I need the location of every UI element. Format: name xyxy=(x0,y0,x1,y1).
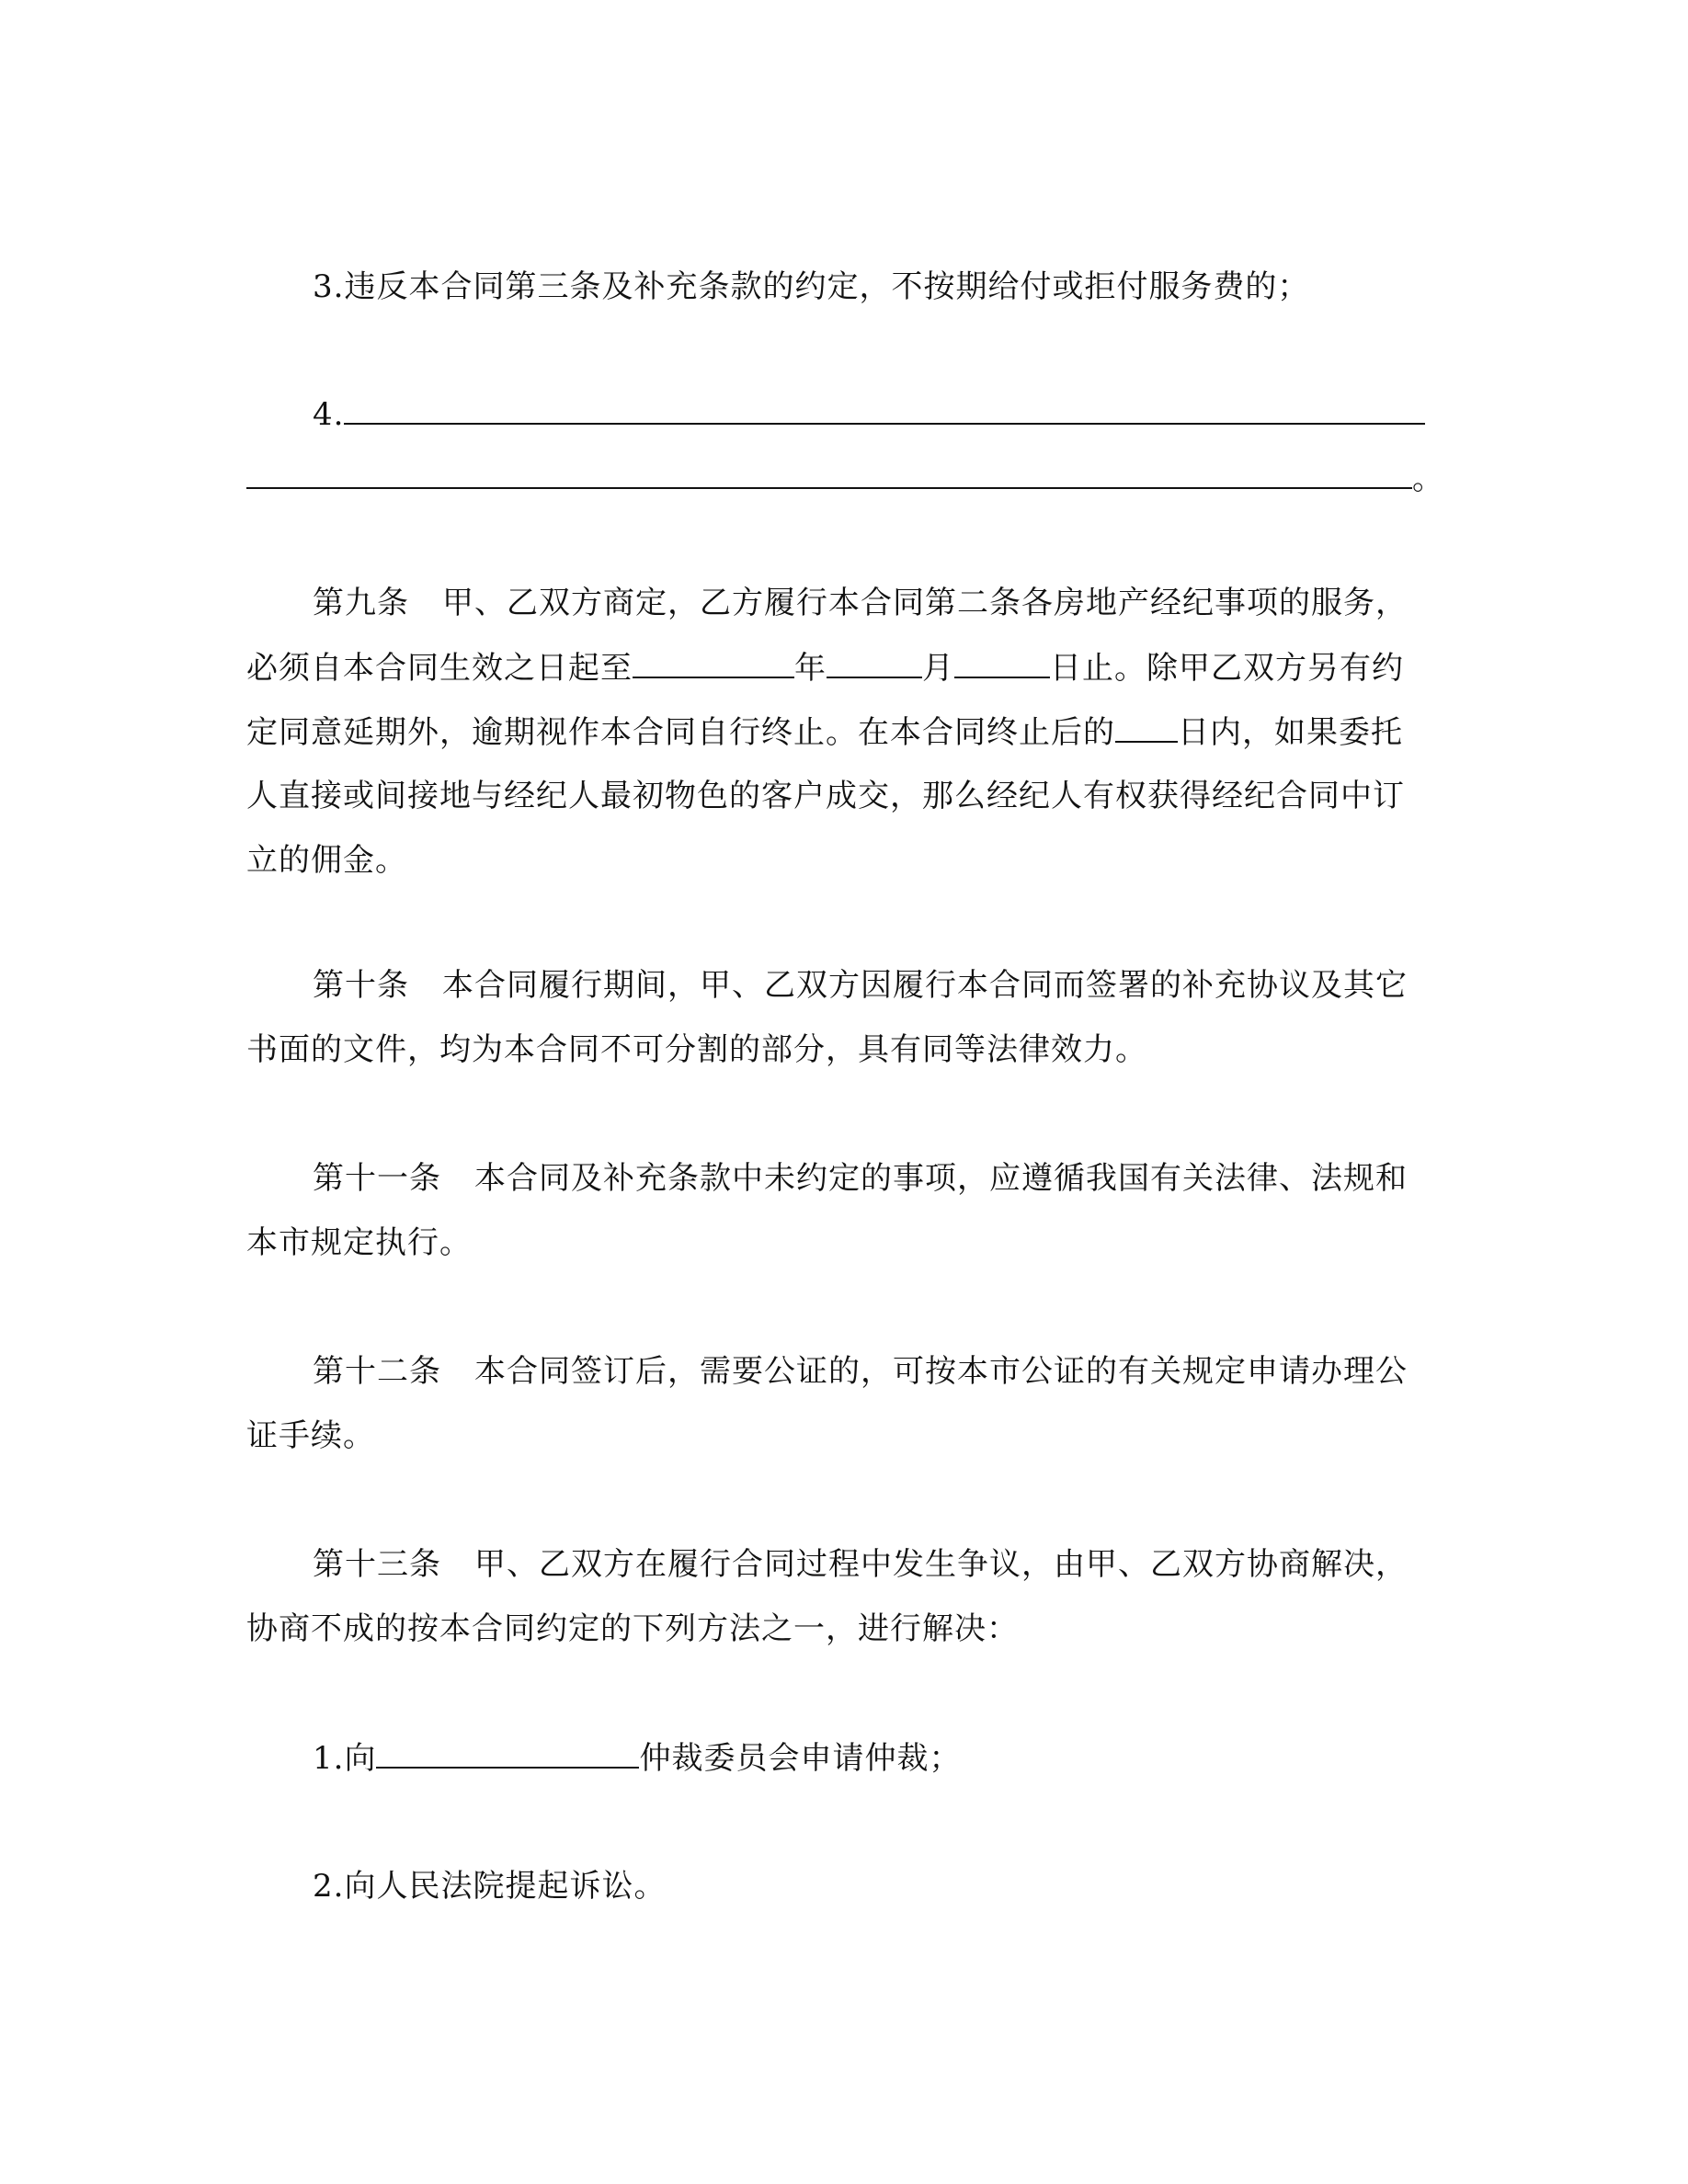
clause12-line2-text: 证手续。 xyxy=(246,1417,375,1454)
clause8-item4-end: 。 xyxy=(1412,461,1444,497)
clause13-opt1-b: 仲裁委员会申请仲裁； xyxy=(639,1740,962,1777)
clause11-line1 xyxy=(246,1160,1432,1197)
clause8-item3 xyxy=(246,268,1432,305)
clause13-opt2-text: 2.向人民法院提起诉讼。 xyxy=(313,1868,667,1905)
clause9-line4-text: 人直接或间接地与经纪人最初物色的客户成交，那么经纪人有权获得经纪合同中订 xyxy=(246,778,1405,814)
clause13-line2 xyxy=(246,1610,1432,1647)
clause9-line3-b: 日内，如果委托 xyxy=(1178,714,1403,751)
clause8-item3-text: 3.违反本合同第三条及补充条款的约定，不按期给付或拒付服务费的； xyxy=(313,268,1310,305)
clause10-line2-text: 书面的文件，均为本合同不可分割的部分，具有同等法律效力。 xyxy=(246,1031,1147,1068)
clause13-title: 第十三条 xyxy=(313,1546,441,1583)
clause13-option2 xyxy=(246,1868,1432,1905)
clause13-line1-text: 甲、乙双方在履行合同过程中发生争议，由甲、乙双方协商解决， xyxy=(474,1546,1408,1583)
clause10-line1 xyxy=(246,967,1432,1004)
clause9-line1 xyxy=(246,585,1432,621)
clause9-line4 xyxy=(246,778,1432,814)
clause11-line2 xyxy=(246,1224,1432,1261)
clause8-item4-blank-1[interactable] xyxy=(344,395,1425,425)
days-blank[interactable] xyxy=(1115,713,1178,743)
clause11-line2-text: 本市规定执行。 xyxy=(246,1224,472,1261)
clause8-item4-blank-2[interactable] xyxy=(246,460,1412,489)
clause9-line2 xyxy=(246,649,1432,686)
month-label: 月 xyxy=(922,650,954,687)
clause10-line2 xyxy=(246,1031,1432,1068)
clause13-opt1-a: 1.向 xyxy=(313,1740,377,1777)
clause8-item4-prefix: 4. xyxy=(313,396,345,433)
clause9-line2-d: 日止。除甲乙双方另有约 xyxy=(1050,650,1404,687)
clause13-option1 xyxy=(246,1739,1432,1776)
clause9-line2-a: 必须自本合同生效之日起至 xyxy=(246,650,633,687)
clause8-item4-cont xyxy=(246,460,1444,497)
day-blank[interactable] xyxy=(954,649,1050,678)
clause12-line1-text: 本合同签订后，需要公证的，可按本市公证的有关规定申请办理公 xyxy=(474,1353,1408,1390)
clause9-title: 第九条 xyxy=(313,585,409,621)
month-blank[interactable] xyxy=(827,649,922,678)
clause13-line1 xyxy=(246,1546,1432,1583)
clause12-line1 xyxy=(246,1353,1432,1390)
clause9-line3-a: 定同意延期外，逾期视作本合同自行终止。在本合同终止后的 xyxy=(246,714,1115,751)
clause11-title: 第十一条 xyxy=(313,1160,441,1197)
clause13-line2-text: 协商不成的按本合同约定的下列方法之一，进行解决： xyxy=(246,1610,1019,1647)
year-blank[interactable] xyxy=(633,649,794,678)
arbitration-committee-blank[interactable] xyxy=(376,1739,639,1769)
clause9-line5 xyxy=(246,842,1432,879)
clause11-line1-text: 本合同及补充条款中未约定的事项，应遵循我国有关法律、法规和 xyxy=(474,1160,1408,1197)
clause12-title: 第十二条 xyxy=(313,1353,441,1390)
clause10-line1-text: 本合同履行期间，甲、乙双方因履行本合同而签署的补充协议及其它 xyxy=(442,967,1408,1004)
clause8-item4 xyxy=(246,395,1432,432)
clause10-title: 第十条 xyxy=(313,967,409,1004)
clause9-line1-text: 甲、乙双方商定，乙方履行本合同第二条各房地产经纪事项的服务， xyxy=(442,585,1408,621)
year-label: 年 xyxy=(794,650,827,687)
clause12-line2 xyxy=(246,1417,1432,1454)
clause9-line3 xyxy=(246,713,1432,750)
clause9-line5-text: 立的佣金。 xyxy=(246,842,407,879)
